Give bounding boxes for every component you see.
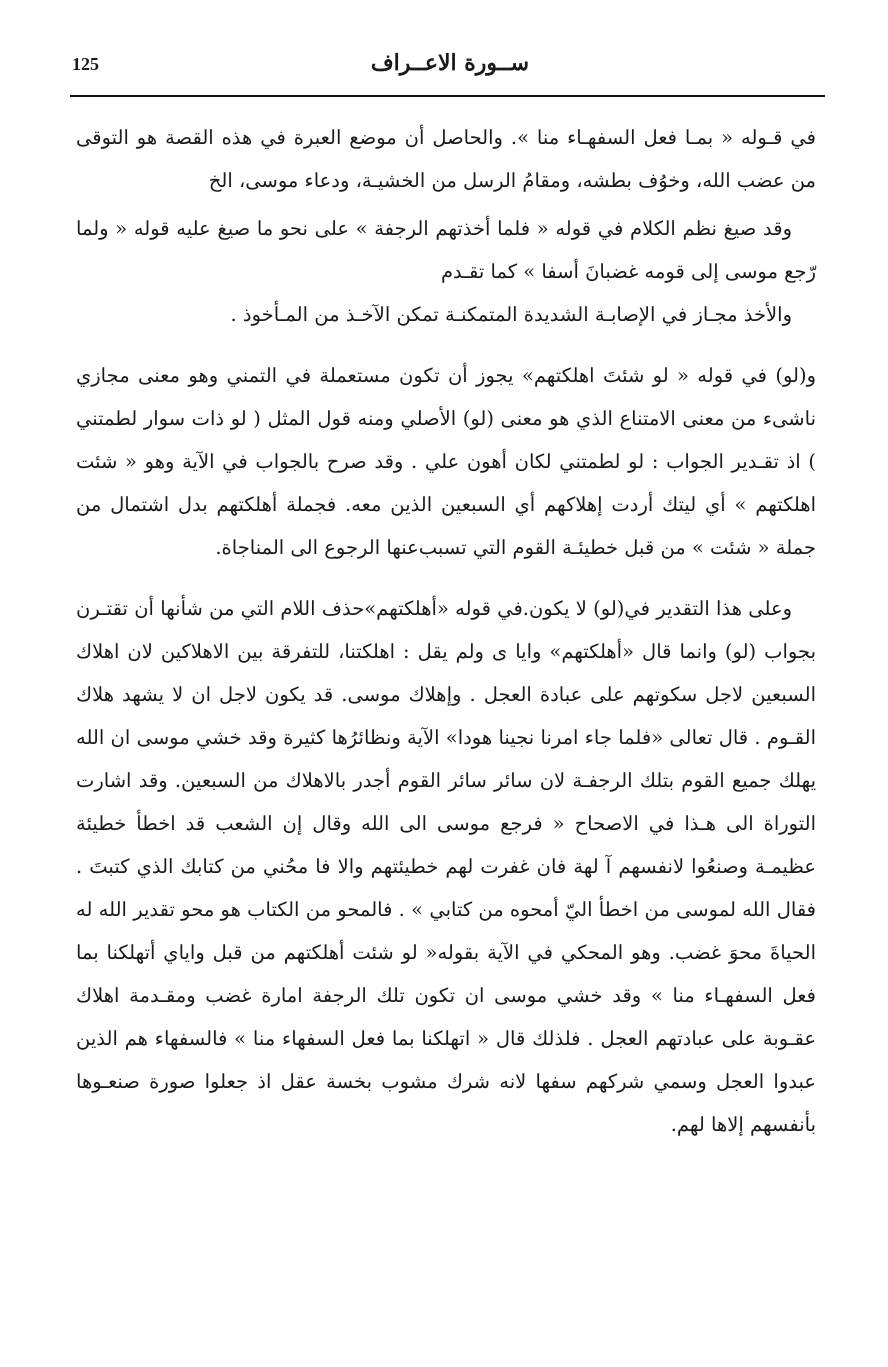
page-header (70, 50, 830, 90)
paragraph: والأخذ مجـاز في الإصابـة الشديدة المتمكنـة تمكن الآخـذ من المـأخوذ . (230, 303, 792, 326)
paragraph: في قـوله « بمـا فعل السفهـاء منا ». والحاصل أن موضع العبرة في هذه القصة هو التوقى من عضب الله، وخوُف بطشه، ومقامُ الرسل من الخشيـة، ودعاء موسى، الخ (76, 126, 816, 192)
page-number: 125 (72, 54, 99, 74)
running-title: ســورة الاعــراف (370, 50, 530, 76)
paragraph: وعلى هذا التقدير في(لو) لا يكون.في قوله «أهلكتهم»حذف اللام التي من شأنها أن تقتـرن بجواب (لو) وانما قال «أهلكتهم» وايا ى ولم يقل : اهلكتنا، للتفرقة بين الاهلاكين لان اهلاك السبعين لاجل سكوتهم على عبادة العجل . وإهلاك موسى. قد يكون لاجل ان لا يشهد هلاك القـوم . قال تعالى «فلما جاء امرنا نجينا هودا» الآية ونظائرُها كثيرة وقد خشي موسى ان الله يهلك جميع القوم بتلك الرجفـة لان سائر سائر القوم أجدر بالاهلاك من السبعين. وقد اشارت التوراة الى هـذا في الاصحاح « فرجع موسى الى الله وقال إن الشعب قد اخطأ خطيئة عظيمـة وصنعُوا لانفسهم آ لهة فان غفرت لهم خطيئتهم والا فا محُني من كتابك الذي كتبتَ . فقال الله لموسى من اخطأ اليّ أمحوه من كتابي » . فالمحو من الكتاب هو محو تقدير الله له الحياةَ محوَ غضب. وهو المحكي في الآية بقوله« لو شئت أهلكتهم من قبل واياي أتهلكنا بما فعل السفهـاء منا » وقد خشي موسى ان تكون تلك الرجفة امارة غضب ومقـدمة اهلاك عقـوبة على عبادتهم العجل . فلذلك قال « اتهلكنا بما فعل السفهاء منا » فالسفهاء هم الذين عبدوا العجل وسمي شركهم سفها لانه شرك مشوب بخسة عقل اذ جعلوا صورة صنعـوها بأنفسهم إلاها لهم. (76, 597, 816, 1136)
header-rule (70, 95, 825, 97)
paragraph: و(لو) في قوله « لو شئتَ اهلكتهم» يجوز أن تكون مستعملة في التمني وهو معنى مجازي ناشىء من معنى الامتناع الذي هو معنى (لو) الأصلي ومنه قول المثل ( لو ذات سوار لطمتني ) اذ تقـدير الجواب : لو لطمتني لكان أهون علي . وقد صرح بالجواب في الآية وهو « شئت اهلكتهم » أي ليتك أردت إهلاكهم أي السبعين الذين معه. فجملة أهلكتهم بدل اشتمال من جملة « شئت » من قبل خطيئـة القوم التي تسبب‌عنها الرجوع الى المناجاة. (76, 364, 816, 559)
body-text (76, 116, 816, 1146)
paragraph: وقد صيغ نظم الكلام في قوله « فلما أخذتهم الرجفة » على نحو ما صيغ عليه قوله « ولما رّجع موسى إلى قومه غضبانَ أسفا » كما تقـدم (76, 217, 816, 283)
